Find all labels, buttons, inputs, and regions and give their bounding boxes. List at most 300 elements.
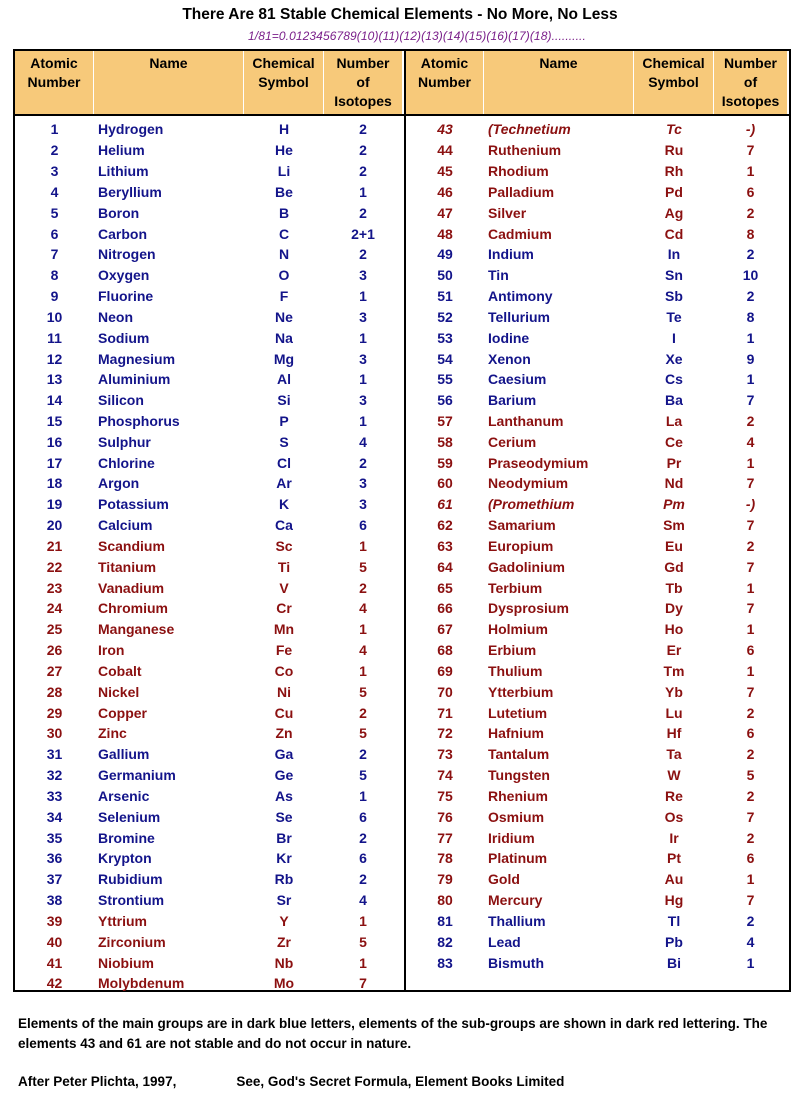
atomic-number-cell: 17 bbox=[46, 454, 63, 471]
table-row bbox=[15, 910, 404, 931]
table-row bbox=[406, 536, 789, 557]
chemical-symbol-cell: Pr bbox=[666, 454, 682, 471]
atomic-number-cell: 25 bbox=[46, 621, 63, 638]
table-row bbox=[406, 348, 789, 369]
isotope-count-cell: 4 bbox=[359, 892, 367, 909]
table-row bbox=[406, 765, 789, 786]
atomic-number-cell: 35 bbox=[46, 829, 63, 846]
element-name-cell: Rhenium bbox=[488, 787, 548, 804]
atomic-number-cell: 45 bbox=[437, 163, 453, 180]
chemical-symbol-cell: Fe bbox=[275, 642, 293, 659]
isotope-count-cell: 10 bbox=[742, 267, 759, 284]
chemical-symbol-cell: Hf bbox=[666, 725, 682, 742]
element-name-cell: Neon bbox=[98, 308, 133, 325]
table-row bbox=[406, 598, 789, 619]
chemical-symbol-cell: Br bbox=[276, 829, 292, 846]
atomic-number-cell: 72 bbox=[437, 725, 453, 742]
isotope-count-cell: -) bbox=[745, 121, 756, 138]
isotope-count-cell: 2 bbox=[746, 537, 755, 554]
atomic-number-cell: 34 bbox=[46, 808, 63, 825]
element-name-cell: Rubidium bbox=[98, 871, 163, 888]
isotope-count-cell: 8 bbox=[746, 225, 755, 242]
element-name-cell: Lanthanum bbox=[488, 413, 564, 429]
isotope-count-cell: 6 bbox=[359, 808, 367, 825]
chemical-symbol-cell: Yb bbox=[665, 683, 683, 700]
table-row bbox=[15, 286, 404, 307]
table-row bbox=[15, 577, 404, 598]
chemical-symbol-cell: Ni bbox=[277, 683, 291, 700]
atomic-number-cell: 31 bbox=[46, 746, 63, 763]
element-name-cell: Tellurium bbox=[488, 308, 550, 325]
atomic-number-cell: 82 bbox=[437, 933, 453, 950]
element-name-cell: Chlorine bbox=[98, 454, 155, 471]
element-name-cell: Manganese bbox=[98, 621, 175, 638]
element-name-cell: Rhodium bbox=[488, 163, 549, 180]
chemical-symbol-cell: W bbox=[667, 767, 681, 784]
table-row bbox=[406, 952, 789, 973]
table-row bbox=[15, 827, 404, 848]
table-row bbox=[15, 848, 404, 869]
element-name-cell: Nickel bbox=[98, 683, 140, 700]
chemical-symbol-cell: Rb bbox=[274, 871, 294, 888]
isotope-count-cell: 3 bbox=[359, 392, 367, 409]
table-row bbox=[15, 598, 404, 619]
table-row bbox=[15, 306, 404, 327]
chemical-symbol-cell: Na bbox=[275, 329, 293, 346]
element-name-cell: (Promethium bbox=[488, 496, 575, 513]
element-name-cell: Europium bbox=[488, 537, 554, 554]
chemical-symbol-cell: Pb bbox=[665, 933, 683, 950]
isotope-count-cell: 7 bbox=[746, 600, 755, 617]
element-name-cell: Calcium bbox=[98, 517, 153, 534]
isotope-count-cell: 7 bbox=[746, 808, 755, 825]
table-row bbox=[15, 619, 404, 640]
element-name-cell: Lutetium bbox=[488, 704, 548, 721]
element-name-cell: Terbium bbox=[488, 579, 543, 596]
table-row bbox=[15, 536, 404, 557]
chemical-symbol-cell: Si bbox=[277, 392, 291, 409]
isotope-count-cell: 4 bbox=[746, 933, 755, 950]
atomic-number-cell: 12 bbox=[46, 350, 63, 367]
table-row bbox=[15, 431, 404, 452]
isotope-count-cell: 6 bbox=[746, 642, 755, 659]
isotope-count-cell: 7 bbox=[746, 517, 755, 534]
element-name-cell: Bromine bbox=[98, 829, 155, 846]
element-name-cell: Boron bbox=[98, 204, 140, 221]
atomic-number-cell: 64 bbox=[437, 558, 453, 575]
table-row bbox=[406, 890, 789, 911]
atomic-number-cell: 43 bbox=[437, 121, 453, 138]
atomic-number-cell: 41 bbox=[46, 954, 63, 971]
atomic-number-cell: 69 bbox=[437, 662, 453, 679]
element-name-cell: Arsenic bbox=[98, 787, 150, 804]
element-name-cell: Aluminium bbox=[98, 371, 171, 388]
chemical-symbol-cell: Ar bbox=[276, 475, 292, 492]
atomic-number-cell: 76 bbox=[437, 808, 453, 825]
chemical-symbol-cell: Sc bbox=[275, 537, 293, 554]
table-row bbox=[406, 556, 789, 577]
chemical-symbol-cell: Be bbox=[275, 183, 293, 200]
isotope-count-cell: 2 bbox=[746, 746, 755, 763]
table-row bbox=[15, 181, 404, 202]
chemical-symbol-cell: Ir bbox=[669, 829, 679, 846]
table-row bbox=[15, 202, 404, 223]
table-row bbox=[15, 661, 404, 682]
chemical-symbol-cell: B bbox=[278, 204, 290, 221]
isotope-count-cell: 1 bbox=[746, 871, 755, 888]
isotope-count-cell: 1 bbox=[359, 413, 367, 429]
table-row bbox=[406, 161, 789, 182]
table-row bbox=[406, 744, 789, 765]
legend-note: Elements of the main groups are in dark blue letters, elements of the sub-groups are shown in dark red lettering. The elements 43 and 61 are not stable and do not occur in nature. bbox=[18, 1016, 768, 1051]
table-row bbox=[15, 890, 404, 911]
isotope-count-cell: 1 bbox=[359, 787, 367, 804]
element-name-cell: Caesium bbox=[488, 371, 547, 388]
table-row bbox=[15, 765, 404, 786]
chemical-symbol-cell: I bbox=[672, 329, 676, 346]
chemical-symbol-cell: Pm bbox=[663, 496, 685, 513]
element-name-cell: Palladium bbox=[488, 183, 555, 200]
chemical-symbol-cell: Ca bbox=[275, 517, 293, 534]
header-chemical-symbol: Chemical Symbol bbox=[244, 51, 324, 114]
element-name-cell: Titanium bbox=[98, 558, 157, 575]
atomic-number-cell: 22 bbox=[46, 558, 63, 575]
element-name-cell: Gallium bbox=[98, 746, 150, 763]
atomic-number-cell: 3 bbox=[50, 163, 59, 180]
chemical-symbol-cell: Cu bbox=[274, 704, 294, 721]
isotope-count-cell: 3 bbox=[359, 475, 367, 492]
chemical-symbol-cell: Au bbox=[664, 871, 684, 888]
chemical-symbol-cell: P bbox=[279, 413, 289, 429]
atomic-number-cell: 27 bbox=[46, 662, 63, 679]
isotope-count-cell: 3 bbox=[359, 350, 367, 367]
chemical-symbol-cell: C bbox=[278, 225, 290, 242]
isotope-count-cell: 1 bbox=[359, 662, 367, 679]
atomic-number-cell: 50 bbox=[437, 267, 453, 284]
isotope-count-cell: 1 bbox=[359, 537, 367, 554]
atomic-number-cell: 59 bbox=[437, 454, 453, 471]
isotope-count-cell: 5 bbox=[359, 767, 367, 784]
atomic-number-cell: 40 bbox=[46, 933, 63, 950]
table-row bbox=[406, 723, 789, 744]
isotope-count-cell: 2 bbox=[359, 704, 367, 721]
element-name-cell: Gadolinium bbox=[488, 558, 565, 575]
isotope-count-cell: 7 bbox=[746, 558, 755, 575]
element-name-cell: Krypton bbox=[98, 850, 152, 867]
table-row bbox=[15, 473, 404, 494]
atomic-number-cell: 68 bbox=[437, 642, 453, 659]
chemical-symbol-cell: Cl bbox=[277, 454, 291, 471]
isotope-count-cell: 2 bbox=[746, 704, 755, 721]
element-name-cell: Copper bbox=[98, 704, 147, 721]
element-name-cell: Holmium bbox=[488, 621, 548, 638]
chemical-symbol-cell: F bbox=[279, 288, 289, 305]
atomic-number-cell: 78 bbox=[437, 850, 453, 867]
element-name-cell: Molybdenum bbox=[98, 975, 185, 992]
table-row bbox=[15, 140, 404, 161]
isotope-count-cell: 4 bbox=[359, 600, 367, 617]
isotope-count-cell: 2 bbox=[746, 829, 755, 846]
isotope-count-cell: 2 bbox=[359, 121, 367, 138]
element-name-cell: Indium bbox=[488, 246, 534, 263]
atomic-number-cell: 60 bbox=[437, 475, 453, 492]
table-row bbox=[15, 869, 404, 890]
chemical-symbol-cell: Gd bbox=[664, 558, 684, 575]
isotope-count-cell: 5 bbox=[359, 683, 367, 700]
table-row bbox=[406, 910, 789, 931]
element-name-cell: Phosphorus bbox=[98, 413, 180, 429]
element-name-cell: Hafnium bbox=[488, 725, 544, 742]
chemical-symbol-cell: Sr bbox=[276, 892, 292, 909]
table-row bbox=[15, 223, 404, 244]
table-body-left bbox=[15, 119, 404, 994]
table-row bbox=[406, 431, 789, 452]
element-name-cell: Thulium bbox=[488, 662, 543, 679]
table-row bbox=[15, 952, 404, 973]
chemical-symbol-cell: Ag bbox=[664, 204, 684, 221]
chemical-symbol-cell: Ga bbox=[274, 746, 294, 763]
chemical-symbol-cell: Bi bbox=[667, 954, 681, 971]
table-row bbox=[15, 515, 404, 536]
chemical-symbol-cell: Y bbox=[279, 912, 289, 929]
table-row bbox=[15, 494, 404, 515]
chemical-symbol-cell: Sn bbox=[665, 267, 683, 284]
isotope-count-cell: 1 bbox=[359, 183, 367, 200]
table-row bbox=[406, 702, 789, 723]
chemical-symbol-cell: K bbox=[278, 496, 290, 513]
atomic-number-cell: 16 bbox=[46, 433, 63, 450]
table-row bbox=[406, 306, 789, 327]
chemical-symbol-cell: As bbox=[275, 787, 293, 804]
chemical-symbol-cell: Re bbox=[665, 787, 683, 804]
atomic-number-cell: 5 bbox=[50, 204, 59, 221]
element-name-cell: Helium bbox=[98, 142, 145, 159]
atomic-number-cell: 73 bbox=[437, 746, 453, 763]
atomic-number-cell: 62 bbox=[437, 517, 453, 534]
isotope-count-cell: -) bbox=[745, 496, 756, 513]
chemical-symbol-cell: Tm bbox=[663, 662, 685, 679]
element-name-cell: Germanium bbox=[98, 767, 176, 784]
atomic-number-cell: 15 bbox=[46, 413, 63, 429]
atomic-number-cell: 18 bbox=[46, 475, 63, 492]
chemical-symbol-cell: Ta bbox=[666, 746, 682, 763]
chemical-symbol-cell: Kr bbox=[276, 850, 292, 867]
atomic-number-cell: 48 bbox=[437, 225, 453, 242]
table-row bbox=[406, 265, 789, 286]
isotope-count-cell: 2 bbox=[359, 142, 367, 159]
isotope-count-cell: 7 bbox=[746, 392, 755, 409]
table-row bbox=[406, 515, 789, 536]
element-name-cell: Niobium bbox=[98, 954, 154, 971]
table-row bbox=[406, 223, 789, 244]
element-name-cell: Strontium bbox=[98, 892, 165, 909]
chemical-symbol-cell: Pt bbox=[667, 850, 681, 867]
table-row bbox=[15, 806, 404, 827]
isotope-count-cell: 6 bbox=[359, 850, 367, 867]
chemical-symbol-cell: Rh bbox=[664, 163, 684, 180]
element-name-cell: Tantalum bbox=[488, 746, 550, 763]
table-row bbox=[406, 640, 789, 661]
element-name-cell: Lithium bbox=[98, 163, 149, 180]
atomic-number-cell: 10 bbox=[46, 308, 63, 325]
table-row bbox=[15, 744, 404, 765]
chemical-symbol-cell: Cr bbox=[276, 600, 292, 617]
chemical-symbol-cell: Eu bbox=[665, 537, 683, 554]
table-row bbox=[406, 848, 789, 869]
page-title: There Are 81 Stable Chemical Elements - No More, No Less bbox=[182, 6, 618, 23]
atomic-number-cell: 71 bbox=[437, 704, 453, 721]
atomic-number-cell: 7 bbox=[50, 246, 59, 263]
element-name-cell: Platinum bbox=[488, 850, 548, 867]
isotope-count-cell: 2 bbox=[746, 204, 755, 221]
isotope-count-cell: 1 bbox=[359, 371, 367, 388]
isotope-count-cell: 2 bbox=[746, 246, 755, 263]
atomic-number-cell: 63 bbox=[437, 537, 453, 554]
table-row bbox=[15, 681, 404, 702]
isotope-count-cell: 3 bbox=[359, 308, 367, 325]
atomic-number-cell: 51 bbox=[437, 288, 453, 305]
table-row bbox=[15, 244, 404, 265]
table-row bbox=[406, 327, 789, 348]
chemical-symbol-cell: Zn bbox=[275, 725, 293, 742]
atomic-number-cell: 75 bbox=[437, 787, 453, 804]
isotope-count-cell: 2 bbox=[359, 454, 367, 471]
chemical-symbol-cell: Ce bbox=[665, 433, 683, 450]
atomic-number-cell: 1 bbox=[50, 121, 59, 138]
table-row bbox=[15, 723, 404, 744]
atomic-number-cell: 58 bbox=[437, 433, 453, 450]
chemical-symbol-cell: Tl bbox=[667, 912, 681, 929]
chemical-symbol-cell: He bbox=[275, 142, 293, 159]
credit-line bbox=[18, 1074, 564, 1089]
isotope-count-cell: 4 bbox=[359, 642, 367, 659]
element-name-cell: Sulphur bbox=[98, 433, 151, 450]
atomic-number-cell: 61 bbox=[437, 496, 453, 513]
element-name-cell: Antimony bbox=[488, 288, 553, 305]
isotope-count-cell: 7 bbox=[746, 475, 755, 492]
table-row bbox=[406, 806, 789, 827]
table-row bbox=[15, 556, 404, 577]
element-name-cell: Vanadium bbox=[98, 579, 165, 596]
element-name-cell: Iridium bbox=[488, 829, 535, 846]
element-name-cell: Iodine bbox=[488, 329, 530, 346]
atomic-number-cell: 29 bbox=[46, 704, 63, 721]
table-row bbox=[406, 681, 789, 702]
isotope-count-cell: 7 bbox=[746, 142, 755, 159]
table-row bbox=[406, 202, 789, 223]
table-row bbox=[406, 827, 789, 848]
table-header bbox=[406, 51, 789, 116]
chemical-symbol-cell: Ti bbox=[277, 558, 291, 575]
element-name-cell: Samarium bbox=[488, 517, 556, 534]
table-row bbox=[406, 244, 789, 265]
isotope-count-cell: 9 bbox=[746, 350, 755, 367]
element-name-cell: Chromium bbox=[98, 600, 168, 617]
element-name-cell: Yttrium bbox=[98, 912, 147, 929]
isotope-count-cell: 7 bbox=[746, 683, 755, 700]
isotope-count-cell: 1 bbox=[359, 954, 367, 971]
isotope-count-cell: 2 bbox=[359, 246, 367, 263]
element-name-cell: Silicon bbox=[98, 392, 144, 409]
element-name-cell: Xenon bbox=[488, 350, 531, 367]
element-name-cell: Magnesium bbox=[98, 350, 176, 367]
atomic-number-cell: 14 bbox=[46, 392, 63, 409]
isotope-count-cell: 1 bbox=[359, 288, 367, 305]
chemical-symbol-cell: V bbox=[279, 579, 289, 596]
isotope-count-cell: 2 bbox=[359, 746, 367, 763]
element-name-cell: Neodymium bbox=[488, 475, 569, 492]
element-name-cell: Silver bbox=[488, 204, 527, 221]
atomic-number-cell: 80 bbox=[437, 892, 453, 909]
atomic-number-cell: 54 bbox=[437, 350, 453, 367]
isotope-count-cell: 2 bbox=[746, 288, 755, 305]
atomic-number-cell: 67 bbox=[437, 621, 453, 638]
element-name-cell: Dysprosium bbox=[488, 600, 569, 617]
element-name-cell: Zirconium bbox=[98, 933, 166, 950]
chemical-symbol-cell: Ru bbox=[664, 142, 684, 159]
atomic-number-cell: 38 bbox=[46, 892, 63, 909]
atomic-number-cell: 52 bbox=[437, 308, 453, 325]
element-name-cell: Carbon bbox=[98, 225, 147, 242]
element-name-cell: Ruthenium bbox=[488, 142, 562, 159]
isotope-count-cell: 7 bbox=[359, 975, 367, 992]
isotope-count-cell: 5 bbox=[359, 558, 367, 575]
atomic-number-cell: 4 bbox=[50, 183, 59, 200]
element-name-cell: Sodium bbox=[98, 329, 150, 346]
chemical-symbol-cell: S bbox=[279, 433, 289, 450]
table-row bbox=[406, 786, 789, 807]
table-row bbox=[406, 619, 789, 640]
atomic-number-cell: 56 bbox=[437, 392, 453, 409]
table-row bbox=[406, 869, 789, 890]
chemical-symbol-cell: Se bbox=[275, 808, 293, 825]
atomic-number-cell: 6 bbox=[50, 225, 59, 242]
element-name-cell: Hydrogen bbox=[98, 121, 164, 138]
chemical-symbol-cell: La bbox=[665, 413, 683, 429]
table-row bbox=[15, 973, 404, 994]
isotope-count-cell: 2 bbox=[359, 829, 367, 846]
element-name-cell: Scandium bbox=[98, 537, 165, 554]
table-header bbox=[15, 51, 404, 116]
table-right-half bbox=[406, 51, 789, 990]
table-row bbox=[406, 181, 789, 202]
element-name-cell: Cobalt bbox=[98, 662, 142, 679]
isotope-count-cell: 2+1 bbox=[351, 225, 375, 242]
chemical-symbol-cell: Os bbox=[664, 808, 684, 825]
table-body-right bbox=[406, 119, 789, 973]
table-row bbox=[406, 390, 789, 411]
atomic-number-cell: 26 bbox=[46, 642, 63, 659]
chemical-symbol-cell: Co bbox=[274, 662, 294, 679]
atomic-number-cell: 33 bbox=[46, 787, 63, 804]
isotope-count-cell: 1 bbox=[746, 621, 755, 638]
isotope-count-cell: 1 bbox=[359, 912, 367, 929]
chemical-symbol-cell: In bbox=[667, 246, 681, 263]
atomic-number-cell: 65 bbox=[437, 579, 453, 596]
isotope-count-cell: 1 bbox=[746, 579, 755, 596]
isotope-count-cell: 5 bbox=[746, 767, 755, 784]
chemical-symbol-cell: Ho bbox=[664, 621, 684, 638]
isotope-count-cell: 2 bbox=[359, 871, 367, 888]
isotope-count-cell: 4 bbox=[359, 433, 367, 450]
atomic-number-cell: 28 bbox=[46, 683, 63, 700]
isotope-count-cell: 5 bbox=[359, 725, 367, 742]
element-name-cell: Fluorine bbox=[98, 288, 154, 305]
chemical-symbol-cell: Sm bbox=[663, 517, 685, 534]
element-name-cell: Argon bbox=[98, 475, 140, 492]
table-row bbox=[15, 786, 404, 807]
chemical-symbol-cell: Ge bbox=[274, 767, 294, 784]
